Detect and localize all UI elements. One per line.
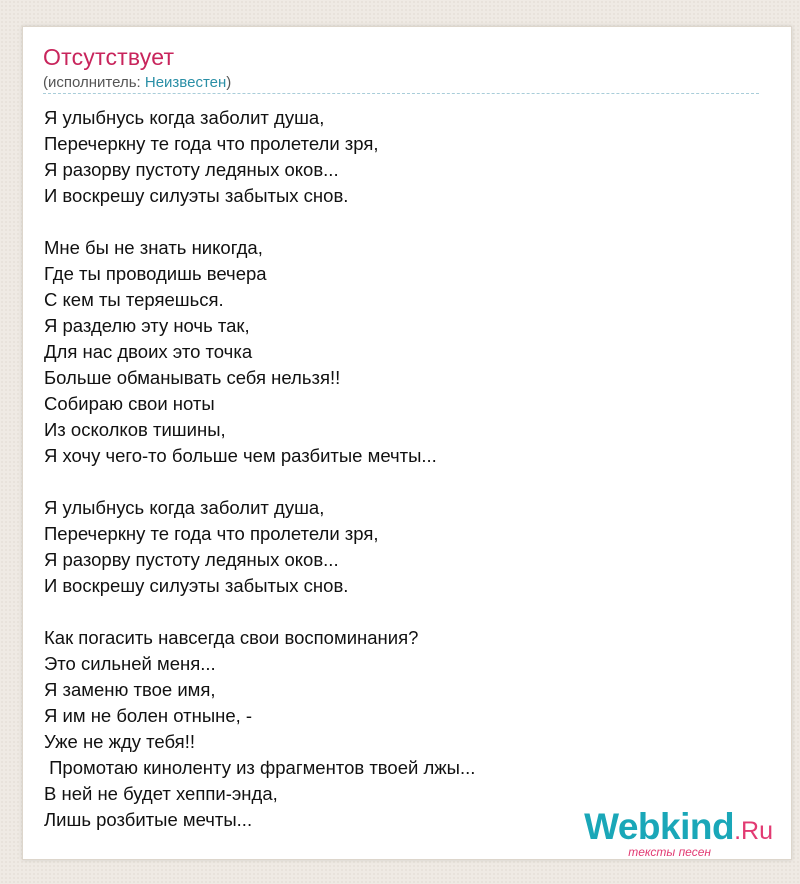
lyric-line: Лишь розбитые мечты... [44,809,253,830]
lyric-line: Промотаю киноленту из фрагментов твоей лжы... [44,757,476,778]
artist-prefix: (исполнитель: [43,74,145,91]
lyric-line: И воскрешу силуэты забытых снов. [44,575,349,596]
stanza-gap [44,469,475,495]
lyric-line: Я им не болен отныне, - [44,705,253,726]
lyric-line: И воскрешу силуэты забытых снов. [44,185,349,206]
lyric-line: Как погасить навсегда свои воспоминания? [44,627,419,648]
lyric-line: Я улыбнусь когда заболит душа, [44,497,325,518]
logo-wordmark: Webkind.Ru [584,806,773,847]
lyric-line: Уже не жду тебя!! [44,731,195,752]
lyric-line: Я разорву пустоту ледяных оков... [44,159,339,180]
lyric-line: Где ты проводишь вечера [44,263,267,284]
lyrics-card [22,26,792,860]
lyric-line: Из осколков тишины, [44,419,226,440]
lyric-line: Мне бы не знать никогда, [44,237,263,258]
title-divider [43,93,759,94]
site-logo[interactable] [584,806,773,859]
lyric-line: Я разорву пустоту ледяных оков... [44,549,339,570]
stanza-gap [44,599,475,625]
lyric-line: Я разделю эту ночь так, [44,315,250,336]
lyric-line: Для нас двоих это точка [44,341,253,362]
artist-link[interactable]: Неизвестен [144,74,227,91]
lyric-line: В ней не будет хеппи-энда, [44,783,278,804]
lyrics-text [44,105,475,833]
logo-tagline: тексты песен [628,845,711,859]
lyric-line: Перечеркну те года что пролетели зря, [44,523,379,544]
stanza-gap [44,209,475,235]
lyric-line: Я заменю твое имя, [44,679,216,700]
lyric-line: Больше обманывать себя нельзя!! [44,367,341,388]
lyric-line: Собираю свои ноты [44,393,215,414]
lyric-line: Я хочу чего-то больше чем разбитые мечты... [44,445,437,466]
lyric-line: Перечеркну те года что пролетели зря, [44,133,379,154]
lyric-line: Это сильней меня... [44,653,216,674]
lyric-line: С кем ты теряешься. [44,289,224,310]
lyric-line: Я улыбнусь когда заболит душа, [44,107,325,128]
artist-line [43,74,231,91]
artist-suffix: ) [226,74,232,91]
song-title: Отсутствует [43,44,175,70]
